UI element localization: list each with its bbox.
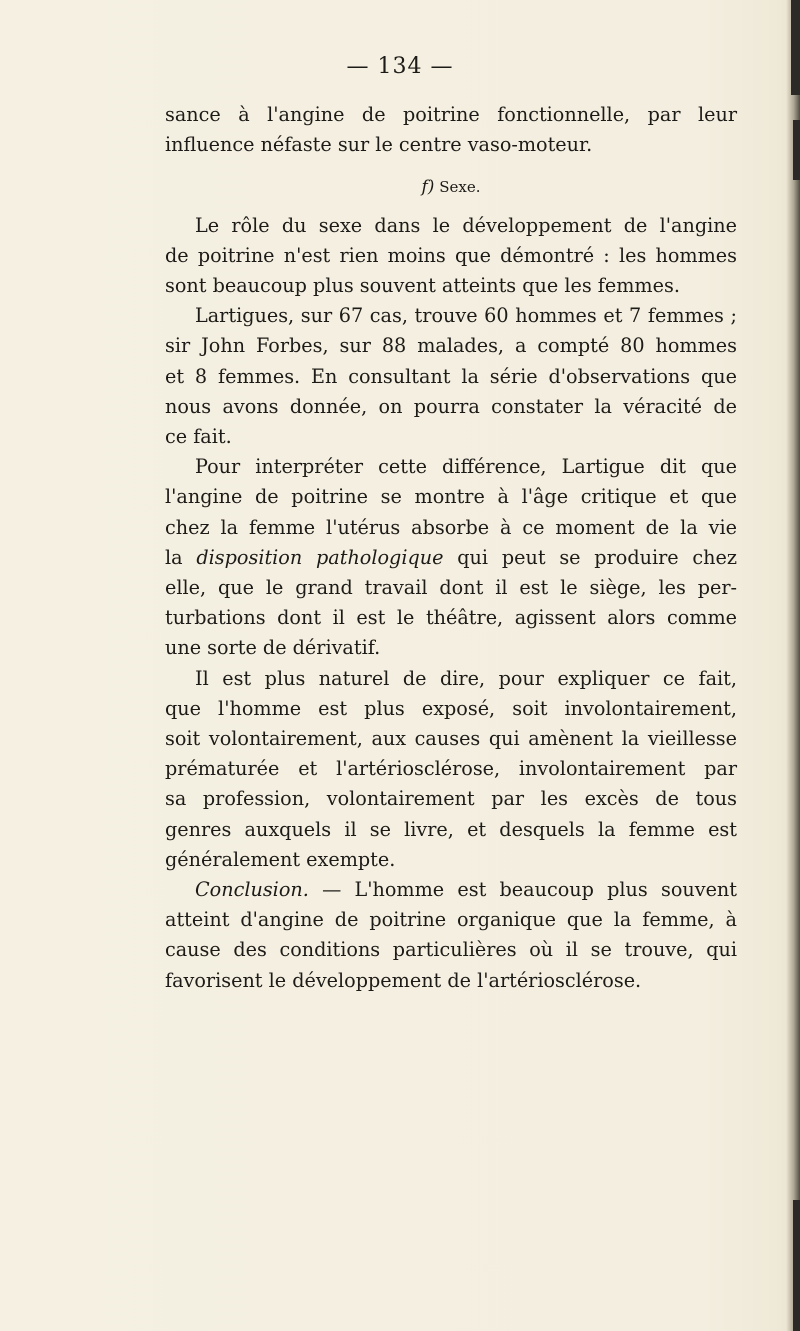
paragraph [165, 211, 737, 302]
section-title: Sexe. [439, 178, 481, 197]
paragraph [165, 301, 737, 452]
text-line: sir John Forbes, sur 88 malades, a compté 80 hommes [165, 334, 737, 358]
conclusion-paragraph [165, 875, 737, 996]
text-line: sance à l'angine de poitrine fonctionnelle, par leur [165, 103, 737, 126]
section-heading [165, 172, 737, 202]
text-line: l'angine de poitrine se montre à l'âge critique et que [165, 485, 737, 509]
text-line: nous avons donnée, on pourra constater la véracité de [165, 394, 737, 418]
text-line: chez la femme l'utérus absorbe à ce moment de la vie [165, 515, 737, 539]
text-line: généralement exempte. [165, 847, 396, 871]
text-line: Le rôle du sexe dans le développement de l'angine [195, 213, 737, 237]
text-line-with-italic [165, 875, 737, 905]
text-segment: — L'homme est beaucoup plus souvent [322, 878, 737, 902]
page-edge-mark [793, 120, 800, 180]
conclusion-label: Conclusion. [195, 878, 309, 902]
text-line: cause des conditions particulières où il se trouve, qui [165, 938, 737, 962]
text-line: atteint d'angine de poitrine organique que la femme, à [165, 908, 737, 932]
italic-phrase: disposition pathologique [196, 545, 444, 569]
text-line: influence néfaste sur le centre vaso-moteur. [165, 133, 593, 157]
page-number: — 134 — [346, 54, 454, 79]
page-edge-mark [791, 0, 800, 95]
text-line: elle, que le grand travail dont il est le siège, les per- [165, 576, 737, 600]
text-line: favorisent le développement de l'artériosclérose. [165, 968, 642, 992]
text-line: Il est plus naturel de dire, pour expliquer ce fait, [195, 666, 737, 690]
text-line-with-italic [165, 543, 737, 573]
paragraph [165, 452, 737, 663]
page-edge-shadow [786, 0, 800, 1331]
text-line: de poitrine n'est rien moins que démontré : les hommes [165, 243, 737, 267]
text-line: Pour interpréter cette différence, Lartigue dit que [195, 455, 737, 479]
text-line: soit volontairement, aux causes qui amènent la vieillesse [165, 727, 737, 751]
text-line: genres auxquels il se livre, et desquels la femme est [165, 817, 737, 841]
text-line: et 8 femmes. En consultant la série d'observations que [165, 364, 737, 388]
text-line: sont beaucoup plus souvent atteints que les femmes. [165, 274, 680, 298]
text-line: turbations dont il est le théâtre, agissent alors comme [165, 606, 737, 630]
text-segment: qui peut se produire chez [457, 545, 737, 569]
page-edge-mark [793, 1200, 800, 1331]
text-line: sa profession, volontairement par les excès de tous [165, 787, 737, 811]
paragraph [165, 100, 737, 160]
section-letter: f) [421, 177, 435, 198]
text-line: Lartigues, sur 67 cas, trouve 60 hommes et 7 femmes ; [195, 304, 737, 328]
text-segment: la [165, 545, 183, 569]
text-line: ce fait. [165, 425, 232, 449]
paragraph [165, 664, 737, 875]
text-line: que l'homme est plus exposé, soit involontairement, [165, 696, 737, 720]
text-line: une sorte de dérivatif. [165, 636, 381, 660]
body-text [165, 100, 737, 996]
text-line: prématurée et l'artériosclérose, involontairement par [165, 757, 737, 781]
